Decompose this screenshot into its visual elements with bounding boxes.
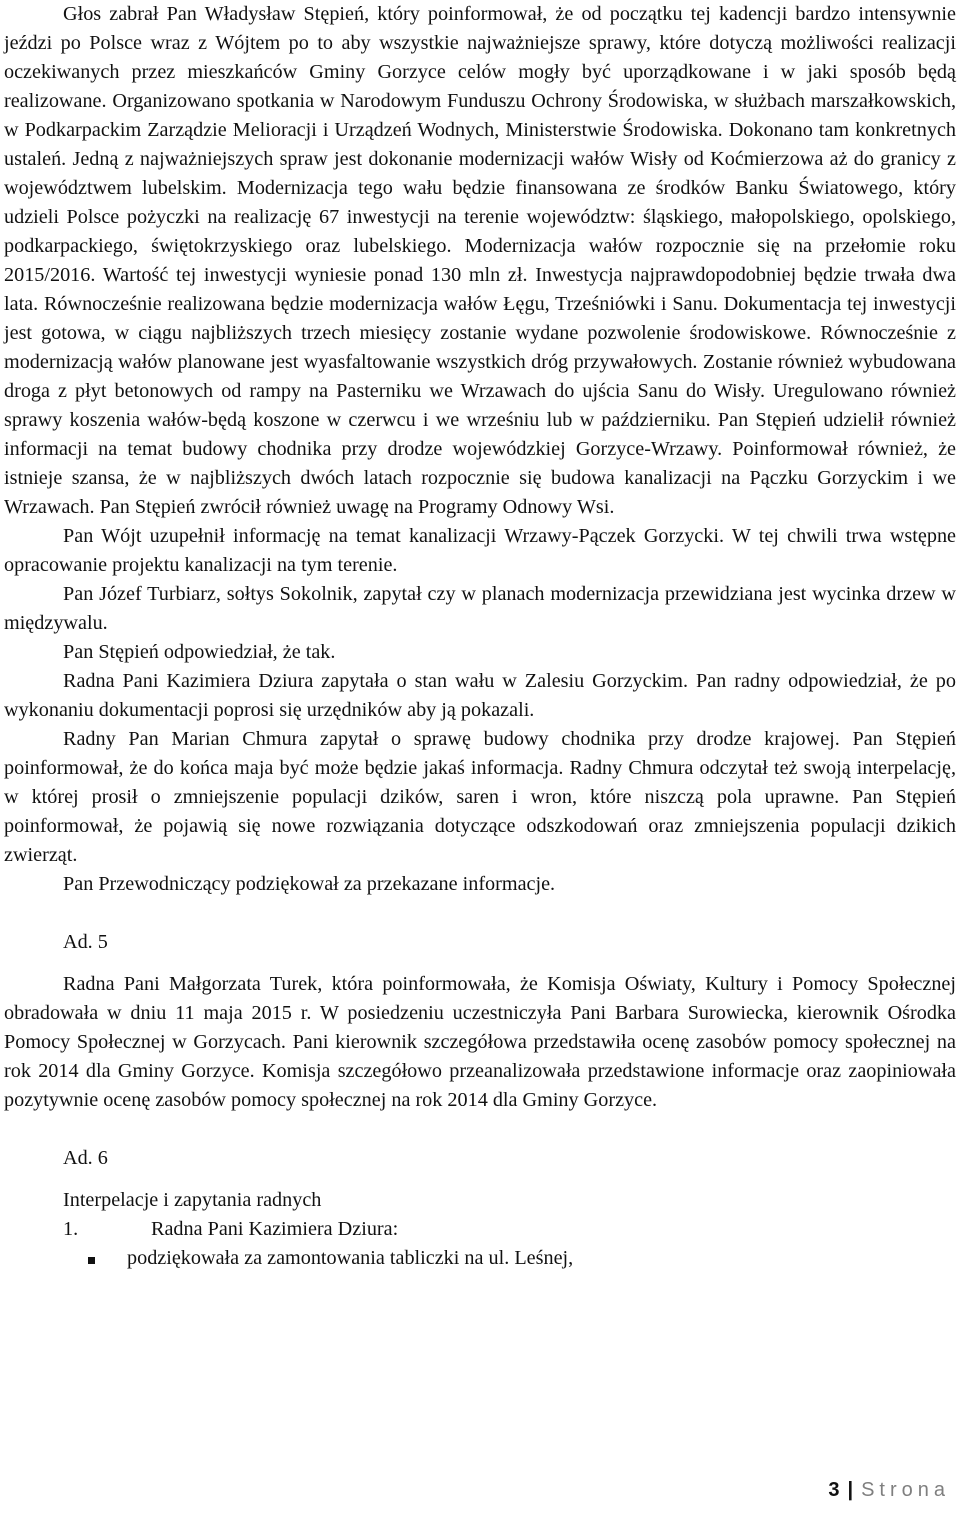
page-footer: [828, 1478, 950, 1502]
section-5-heading: Ad. 5: [63, 931, 108, 953]
page-number: 3: [828, 1479, 840, 1501]
footer-separator: |: [847, 1479, 854, 1501]
paragraph-stepien-report: Głos zabrał Pan Władysław Stępień, który poinformował, że od początku tej kadencji bardzo intensywnie jeździ po Polsce wraz z Wójtem po to aby wszystkie najważniejsze sprawy, które dotyczą możliwości realizacji oczekiwanych przez mieszkańców Gminy Gorzyce celów mogły być uporządkowane i w jaki sposób będą realizowane. Organizowano spotkania w Narodowym Funduszu Ochrony Środowiska, w służbach marszałkowskich, w Podkarpackim Zarządzie Melioracji i Urządzeń Wodnych, Ministerstwie Środowiska. Dokonano tam konkretnych ustaleń. Jedną z najważniejszych spraw jest dokonanie modernizacji wałów Wisły od Koćmierzowa aż do granicy z województwem lubelskim. Modernizacja tego wału będzie finansowana ze środków Banku Światowego, który udzieli Polsce pożyczki na realizację 67 inwestycji na terenie województw: śląskiego, małopolskiego, opolskiego, podkarpackiego, świętokrzyskiego oraz lubelskiego. Modernizacja wałów rozpocznie się na przełomie roku 2015/2016. Wartość tej inwestycji wyniesie ponad 130 mln zł. Inwestycja najprawdopodobniej będzie trwała dwa lata. Równocześnie realizowana będzie modernizacja wałów Łęgu, Trześniówki i Sanu. Dokumentacja tej inwestycji jest gotowa, w ciągu najbliższych trzech miesięcy zostanie wydane pozwolenie środowiskowe. Równocześnie z modernizacją wałów planowane jest wyasfaltowanie wszystkich dróg przywałowych. Zostanie również wybudowana droga z płyt betonowych od rampy na Pasterniku we Wrzawach do ujścia Sanu do Wisły. Uregulowano również sprawy koszenia wałów-będą koszone w czerwcu i we wrześniu lub w październiku. Pan Stępień udzielił również informacji na temat budowy chodnika przy drodze wojewódzkiej Gorzyce-Wrzawy. Poinformował również, że istnieje szansa, że w najbliższych dwóch latach rozpocznie się budowa kanalizacji na Pączku Gorzyckim i we Wrzawach. Pan Stępień zwrócił również uwagę na Programy Odnowy Wsi.: [4, 3, 956, 518]
item-label: Radna Pani Kazimiera Dziura:: [151, 1218, 399, 1240]
paragraph-stepien-answer: Pan Stępień odpowiedział, że tak.: [63, 641, 336, 663]
section-6-heading: Ad. 6: [63, 1147, 108, 1169]
document-page: [4, 0, 956, 1273]
square-bullet-icon: [88, 1257, 95, 1264]
footer-page-word: Strona: [861, 1479, 950, 1501]
paragraph-turbiarz-question: Pan Józef Turbiarz, sołtys Sokolnik, zapytał czy w planach modernizacja przewidziana jest wycinka drzew w międzywalu.: [4, 583, 956, 634]
bullet-text: podziękowała za zamontowania tabliczki na ul. Leśnej,: [127, 1247, 574, 1269]
paragraph-chairman-thanks: Pan Przewodniczący podziękował za przekazane informacje.: [63, 873, 556, 895]
bullet-list-item: [4, 1244, 956, 1273]
numbered-item: [4, 1215, 956, 1244]
item-number: 1.: [63, 1218, 79, 1240]
section-5-text: Radna Pani Małgorzata Turek, która poinformowała, że Komisja Oświaty, Kultury i Pomocy Społecznej obradowała w dniu 11 maja 2015 r. W posiedzeniu uczestniczyła Pani Barbara Surowiecka, kierownik Ośrodka Pomocy Społecznej w Gorzycach. Pani kierownik szczegółowa przedstawiła ocenę zasobów pomocy społecznej na rok 2014 dla Gminy Gorzyce. Komisja szczegółowo przeanalizowała przedstawione informacje oraz zaopiniowała pozytywnie ocenę zasobów pomocy społecznej na rok 2014 dla Gminy Gorzyce.: [4, 973, 956, 1111]
paragraph-chmura-question: Radny Pan Marian Chmura zapytał o sprawę budowy chodnika przy drodze krajowej. Pan Stępień poinformował, że do końca maja być może będzie jakaś informacja. Radny Chmura odczytał też swoją interpelację, w której prosił o zmniejszenie populacji dzików, saren i wron, które niszczą pola uprawne. Pan Stępień poinformował, że pojawią się nowe rozwiązania dotyczące odszkodowań oraz zmniejszenia populacji dzikich zwierząt.: [4, 728, 956, 866]
paragraph-dziura-question: Radna Pani Kazimiera Dziura zapytała o stan wału w Zalesiu Gorzyckim. Pan radny odpowiedział, że po wykonaniu dokumentacji poprosi się urzędników aby ją pokazali.: [4, 670, 956, 721]
paragraph-wojt-sewage: Pan Wójt uzupełnił informację na temat kanalizacji Wrzawy-Pączek Gorzycki. W tej chwili trwa wstępne opracowanie projektu kanalizacji na tym terenie.: [4, 525, 956, 576]
section-6-subheading: Interpelacje i zapytania radnych: [63, 1189, 322, 1211]
